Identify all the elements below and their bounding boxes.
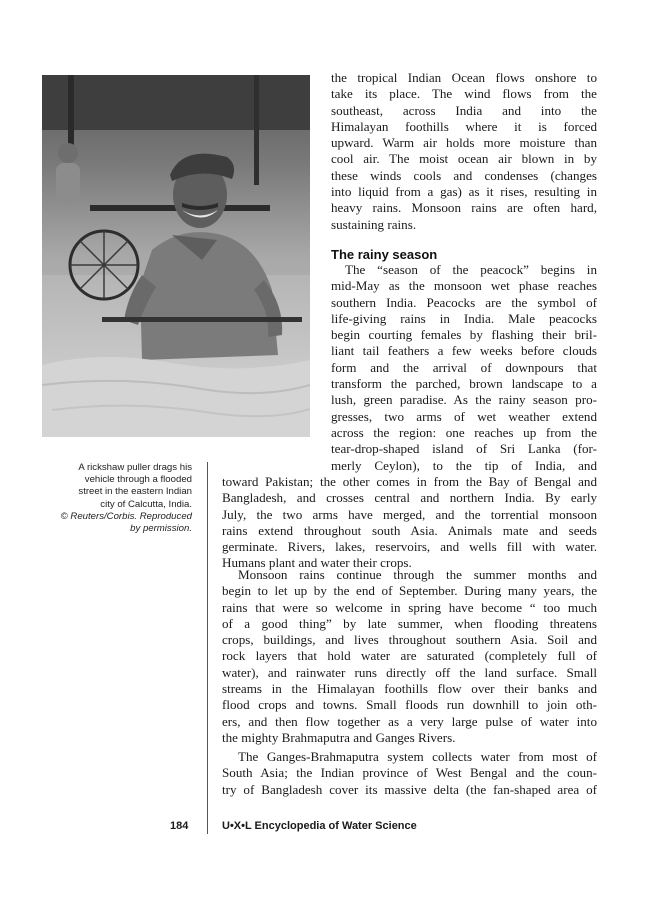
- text-line: life-giving rains in India. Male peacocks: [331, 310, 597, 326]
- monsoon-flooding-paragraph: [222, 567, 597, 746]
- text-line: The Ganges-Brahmaputra system collects water from most of: [238, 749, 597, 764]
- ganges-paragraph: [222, 749, 597, 798]
- text-line: heavy rains. Monsoon rains are often hard,: [331, 200, 597, 216]
- text-line: begin to let up by the end of September. During many years, the: [222, 583, 597, 599]
- text-line: rains that were so welcome in spring have become “ too much: [222, 599, 597, 615]
- text-line: germinate. Rivers, lakes, reservoirs, and wells fill with water.: [222, 539, 597, 555]
- text-line: Humans plant and water their crops.: [222, 555, 412, 571]
- text-line: crops, buildings, and lives throughout southern Asia. Soil and: [222, 632, 597, 648]
- text-line: ers, and then flow together as a very large pulse of water into: [222, 713, 597, 729]
- text-line: into liquid from a gas) as it rises, resulting in: [331, 184, 597, 200]
- text-line: rains extend throughout south Asia. Animals mate and seeds: [222, 522, 597, 538]
- text-line: begin courting females by flashing their bril-: [331, 327, 597, 343]
- text-line: transform the parched, brown landscape to a: [331, 376, 597, 392]
- text-line: of a good thing” by late summer, when flooding threatens: [222, 615, 597, 631]
- text-line: Monsoon rains continue through the summer months and: [238, 567, 597, 582]
- section-heading: The rainy season: [331, 247, 438, 262]
- text-line: liant tail feathers a few weeks before clouds: [331, 343, 597, 359]
- caption-line: city of Calcutta, India.: [100, 498, 192, 510]
- text-line: form and the arrival of downpours that: [331, 359, 597, 375]
- margin-rule: [207, 462, 208, 834]
- text-line: upward. Warm air holds more moisture than: [331, 135, 597, 151]
- text-line: the mighty Brahmaputra and Ganges Rivers.: [222, 729, 456, 745]
- text-line: Himalayan foothills where it is forced: [331, 118, 597, 134]
- text-line: mid-May as the monsoon wet phase reaches: [331, 278, 597, 294]
- caption-line: A rickshaw puller drags his: [78, 462, 192, 473]
- text-line: Bangladesh, and crosses central and northern India. By early: [222, 490, 597, 506]
- text-line: take its place. The wind flows from the: [331, 86, 597, 102]
- caption-line: vehicle through a flooded: [84, 474, 192, 486]
- rainy-season-continued: [222, 474, 597, 572]
- caption-credit: by permission.: [130, 523, 192, 535]
- rainy-season-paragraph: [331, 262, 597, 474]
- text-line: these winds cools and condenses (changes: [331, 167, 597, 183]
- text-line: lush, green paradise. As the rainy season pro-: [331, 392, 597, 408]
- intro-paragraph: [331, 70, 597, 233]
- text-line: The “season of the peacock” begins in: [345, 262, 597, 277]
- text-line: streams in the Himalayan foothills flow over their banks and: [222, 681, 597, 697]
- text-line: southeast, across India and into the: [331, 102, 597, 118]
- text-line: southern India. Peacocks are the symbol of: [331, 294, 597, 310]
- text-line: try of Bangladesh cover its massive delta (the fan-shaped area of: [222, 781, 597, 797]
- caption-line: street in the eastern Indian: [78, 486, 192, 498]
- text-line: flood crops and towns. Small floods run downhill to join oth-: [222, 697, 597, 713]
- text-line: South Asia; the Indian province of West Bengal and the coun-: [222, 765, 597, 781]
- text-line: toward Pakistan; the other comes in from the Bay of Bengal and: [222, 474, 597, 489]
- text-line: tear-drop-shaped island of Sri Lanka (for-: [331, 441, 597, 457]
- text-line: rock layers that hold water are saturated (completely full of: [222, 648, 597, 664]
- text-line: water), and rainwater runs directly off the land surface. Small: [222, 664, 597, 680]
- flood-photo: [42, 75, 310, 437]
- text-line: cool air. The moist ocean air blown in by: [331, 151, 597, 167]
- book-title: U•X•L Encyclopedia of Water Science: [222, 820, 417, 832]
- photo-caption: [40, 462, 192, 535]
- text-line: merly Ceylon), to the tip of India, and: [331, 457, 597, 473]
- page-number: 184: [170, 820, 189, 832]
- text-line: sustaining rains.: [331, 216, 417, 232]
- text-line: July, the two arms have merged, and the torrential monsoon: [222, 506, 597, 522]
- text-line: across the region: one reaches up from the: [331, 424, 597, 440]
- text-line: gresses, two arms of wet weather extend: [331, 408, 597, 424]
- text-line: the tropical Indian Ocean flows onshore to: [331, 70, 597, 85]
- caption-credit: © Reuters/Corbis. Reproduced: [60, 510, 192, 522]
